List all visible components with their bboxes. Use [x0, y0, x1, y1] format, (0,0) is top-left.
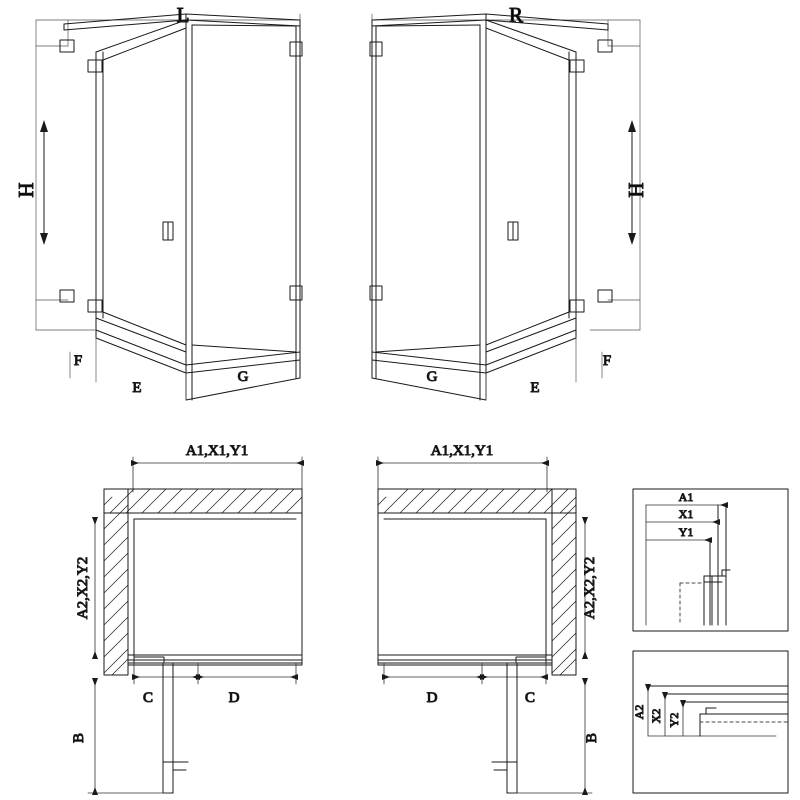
plan-right-label-d: D [426, 690, 438, 706]
plan-right-label-c: C [524, 690, 536, 706]
iso-left-label-f: F [73, 353, 83, 369]
detail-bottom-label-x2: X2 [649, 708, 663, 724]
plan-left-swing-label: B [71, 732, 87, 744]
detail-top-label-y1: Y1 [678, 525, 694, 539]
detail-bottom-label-a2: A2 [632, 704, 646, 720]
plan-right-side-dim-label: A2,X2,Y2 [582, 556, 598, 620]
iso-right-label-g: G [426, 369, 438, 385]
plan-left-side-dim-label: A2,X2,Y2 [75, 556, 91, 620]
plan-left-label-d: D [228, 690, 240, 706]
detail-bottom-label-y2: Y2 [667, 712, 681, 728]
iso-left-height-label: H [14, 182, 38, 198]
iso-right-variant-label: R [508, 3, 524, 27]
plan-right-swing-label: B [584, 732, 600, 744]
plan-left-top-dim-label: A1,X1,Y1 [185, 443, 249, 459]
detail-top-label-x1: X1 [678, 507, 694, 521]
iso-right-height-label: H [624, 182, 648, 198]
iso-right-label-f: F [602, 353, 612, 369]
iso-right-label-e: E [530, 380, 540, 396]
iso-left-label-e: E [132, 380, 142, 396]
plan-right-top-dim-label: A1,X1,Y1 [430, 443, 494, 459]
iso-left-label-g: G [237, 369, 249, 385]
plan-left-label-c: C [142, 690, 154, 706]
detail-top-label-a1: A1 [678, 490, 694, 504]
iso-left-variant-label: L [176, 3, 190, 27]
